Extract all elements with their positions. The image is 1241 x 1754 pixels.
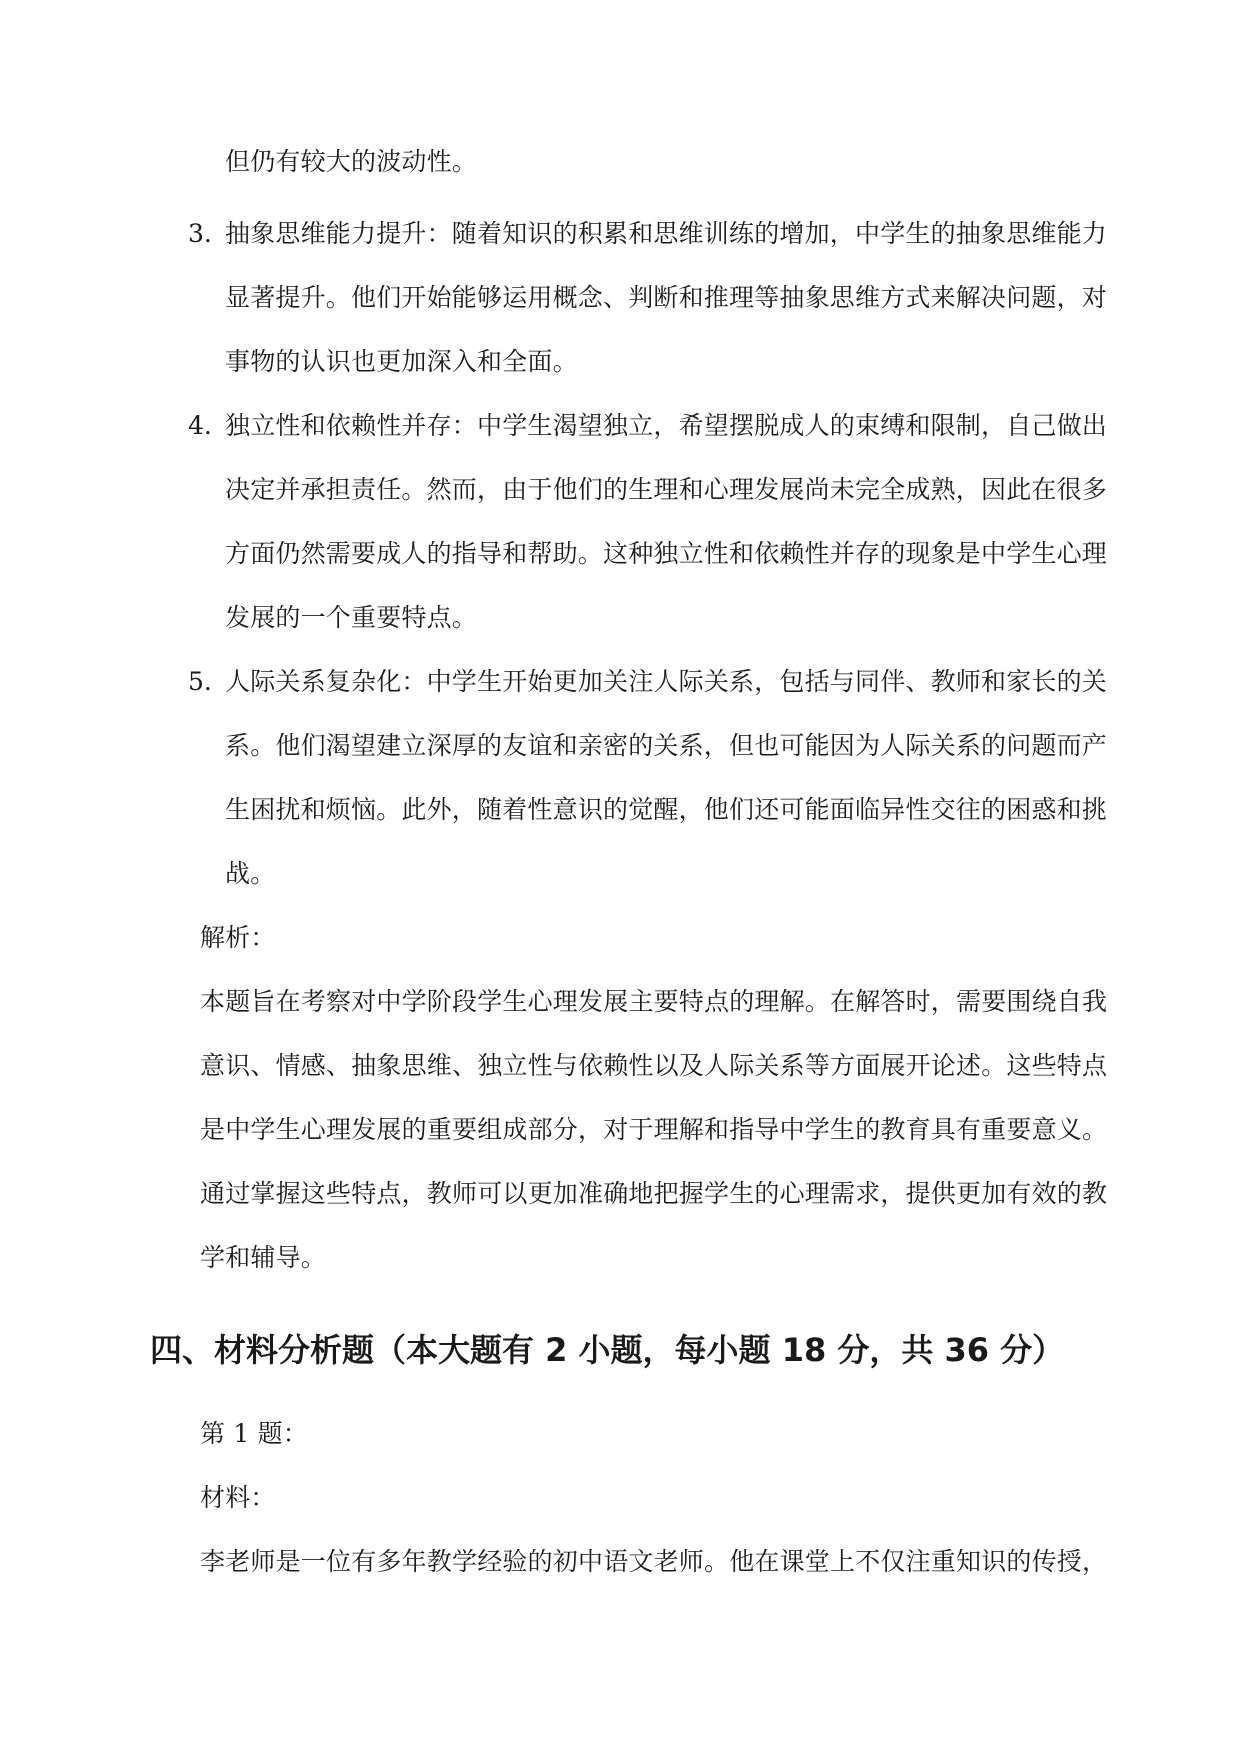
analysis-line-5: 学和辅导。 <box>200 1243 327 1272</box>
analysis-label: 解析： <box>200 923 276 952</box>
continuation-line: 但仍有较大的波动性。 <box>225 147 478 176</box>
item-4-line-3: 方面仍然需要成人的指导和帮助。这种独立性和依赖性并存的现象是中学生心理 <box>225 539 1108 568</box>
item-3-line-1: 抽象思维能力提升：随着知识的积累和思维训练的增加，中学生的抽象思维能力 <box>225 219 1108 248</box>
item-number: 3. <box>188 219 212 248</box>
item-4-line-1: 独立性和依赖性并存：中学生渴望独立，希望摆脱成人的束缚和限制，自己做出 <box>225 411 1108 440</box>
item-number: 4. <box>188 411 212 440</box>
item-4-line-4: 发展的一个重要特点。 <box>225 603 478 632</box>
question-label: 第 1 题： <box>200 1419 308 1448</box>
item-3-line-2: 显著提升。他们开始能够运用概念、判断和推理等抽象思维方式来解决问题，对 <box>225 283 1108 312</box>
item-5-line-1: 人际关系复杂化：中学生开始更加关注人际关系，包括与同伴、教师和家长的关 <box>225 667 1108 696</box>
section-heading: 四、材料分析题（本大题有 2 小题，每小题 18 分，共 36 分） <box>150 1331 1065 1369</box>
item-3-line-3: 事物的认识也更加深入和全面。 <box>225 347 578 376</box>
item-5-line-2: 系。他们渴望建立深厚的友谊和亲密的关系，但也可能因为人际关系的问题而产 <box>225 731 1108 760</box>
analysis-line-3: 是中学生心理发展的重要组成部分，对于理解和指导中学生的教育具有重要意义。 <box>200 1115 1108 1144</box>
item-5-line-4: 战。 <box>225 859 276 888</box>
analysis-line-1: 本题旨在考察对中学阶段学生心理发展主要特点的理解。在解答时，需要围绕自我 <box>200 987 1108 1016</box>
material-line-1: 李老师是一位有多年教学经验的初中语文老师。他在课堂上不仅注重知识的传授， <box>200 1547 1108 1576</box>
item-number: 5. <box>188 667 212 696</box>
material-label: 材料： <box>200 1483 276 1512</box>
analysis-line-2: 意识、情感、抽象思维、独立性与依赖性以及人际关系等方面展开论述。这些特点 <box>200 1051 1108 1080</box>
item-5-line-3: 生困扰和烦恼。此外，随着性意识的觉醒，他们还可能面临异性交往的困惑和挑 <box>225 795 1108 824</box>
item-4-line-2: 决定并承担责任。然而，由于他们的生理和心理发展尚未完全成熟，因此在很多 <box>225 475 1108 504</box>
analysis-line-4: 通过掌握这些特点，教师可以更加准确地把握学生的心理需求，提供更加有效的教 <box>200 1179 1108 1208</box>
